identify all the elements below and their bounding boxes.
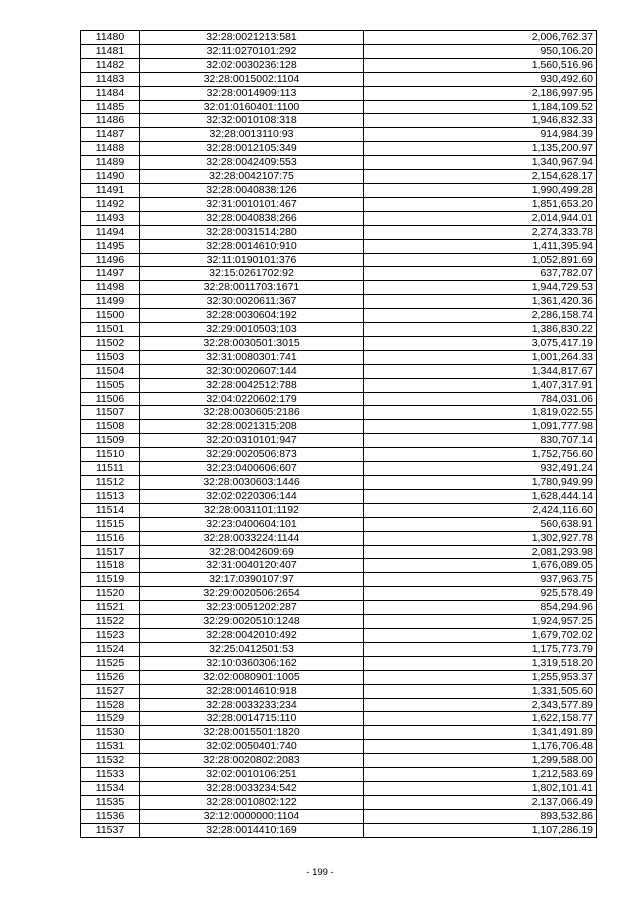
cadastral-value-cell: 1,676,089.05	[364, 559, 597, 573]
cadastral-value-cell: 1,341,491.89	[364, 726, 597, 740]
cadastral-number-cell: 32:28:0042409:553	[140, 156, 364, 170]
cadastral-number-cell: 32:28:0021213:581	[140, 31, 364, 45]
cadastral-number-cell: 32:28:0031101:1192	[140, 503, 364, 517]
table-row	[81, 670, 597, 684]
cadastral-value-cell: 1,361,420.36	[364, 295, 597, 309]
cadastral-number-cell: 32:28:0010802:122	[140, 795, 364, 809]
row-number-cell: 11527	[81, 684, 140, 698]
cadastral-number-cell: 32:28:0014909:113	[140, 86, 364, 100]
cadastral-number-cell: 32:28:0042107:75	[140, 170, 364, 184]
cadastral-value-cell: 1,255,953.37	[364, 670, 597, 684]
table-row	[81, 183, 597, 197]
row-number-cell: 11508	[81, 420, 140, 434]
row-number-cell: 11483	[81, 72, 140, 86]
table-row	[81, 336, 597, 350]
row-number-cell: 11536	[81, 809, 140, 823]
table-row	[81, 489, 597, 503]
table-row	[81, 406, 597, 420]
row-number-cell: 11480	[81, 31, 140, 45]
cadastral-value-cell: 1,302,927.78	[364, 531, 597, 545]
cadastral-value-cell: 1,560,516.96	[364, 58, 597, 72]
cadastral-number-cell: 32:23:0400604:101	[140, 517, 364, 531]
row-number-cell: 11521	[81, 601, 140, 615]
row-number-cell: 11494	[81, 225, 140, 239]
cadastral-value-cell: 2,424,116.60	[364, 503, 597, 517]
table-row	[81, 100, 597, 114]
row-number-cell: 11509	[81, 434, 140, 448]
cadastral-number-cell: 32:29:0020510:1248	[140, 615, 364, 629]
cadastral-value-cell: 2,081,293.98	[364, 545, 597, 559]
cadastral-number-cell: 32:11:0190101:376	[140, 253, 364, 267]
table-row	[81, 615, 597, 629]
table-row	[81, 392, 597, 406]
cadastral-number-cell: 32:23:0051202:287	[140, 601, 364, 615]
row-number-cell: 11500	[81, 309, 140, 323]
cadastral-number-cell: 32:30:0020607:144	[140, 364, 364, 378]
row-number-cell: 11482	[81, 58, 140, 72]
table-row	[81, 448, 597, 462]
cadastral-value-cell: 1,001,264.33	[364, 350, 597, 364]
cadastral-number-cell: 32:28:0021315:208	[140, 420, 364, 434]
cadastral-value-cell: 1,091,777.98	[364, 420, 597, 434]
cadastral-value-cell: 854,294.96	[364, 601, 597, 615]
cadastral-number-cell: 32:28:0030605:2186	[140, 406, 364, 420]
row-number-cell: 11486	[81, 114, 140, 128]
cadastral-number-cell: 32:28:0030604:192	[140, 309, 364, 323]
cadastral-value-cell: 893,532.86	[364, 809, 597, 823]
cadastral-value-cell: 925,578.49	[364, 587, 597, 601]
row-number-cell: 11529	[81, 712, 140, 726]
row-number-cell: 11489	[81, 156, 140, 170]
row-number-cell: 11516	[81, 531, 140, 545]
cadastral-number-cell: 32:28:0030501:3015	[140, 336, 364, 350]
cadastral-number-cell: 32:31:0010101:467	[140, 197, 364, 211]
table-row	[81, 197, 597, 211]
cadastral-number-cell: 32:12:0000000:1104	[140, 809, 364, 823]
cadastral-number-cell: 32:28:0014410:169	[140, 823, 364, 837]
cadastral-number-cell: 32:28:0012105:349	[140, 142, 364, 156]
cadastral-number-cell: 32:17:0390107:97	[140, 573, 364, 587]
cadastral-number-cell: 32:28:0042010:492	[140, 628, 364, 642]
cadastral-number-cell: 32:29:0020506:2654	[140, 587, 364, 601]
table-row	[81, 281, 597, 295]
cadastral-number-cell: 32:29:0010503:103	[140, 323, 364, 337]
cadastral-number-cell: 32:28:0014610:918	[140, 684, 364, 698]
cadastral-value-cell: 1,752,756.60	[364, 448, 597, 462]
cadastral-number-cell: 32:28:0031514:280	[140, 225, 364, 239]
table-row	[81, 309, 597, 323]
row-number-cell: 11523	[81, 628, 140, 642]
cadastral-value-cell: 784,031.06	[364, 392, 597, 406]
table-row	[81, 142, 597, 156]
cadastral-number-cell: 32:29:0020506:873	[140, 448, 364, 462]
table-body	[81, 31, 597, 838]
cadastral-value-cell: 2,274,333.78	[364, 225, 597, 239]
cadastral-value-cell: 1,052,891.69	[364, 253, 597, 267]
cadastral-value-cell: 937,963.75	[364, 573, 597, 587]
cadastral-value-cell: 2,186,997.95	[364, 86, 597, 100]
row-number-cell: 11497	[81, 267, 140, 281]
cadastral-value-cell: 1,386,830.22	[364, 323, 597, 337]
table-row	[81, 768, 597, 782]
cadastral-value-cell: 2,006,762.37	[364, 31, 597, 45]
table-row	[81, 31, 597, 45]
row-number-cell: 11503	[81, 350, 140, 364]
cadastral-value-cell: 2,014,944.01	[364, 211, 597, 225]
table-row	[81, 531, 597, 545]
row-number-cell: 11525	[81, 656, 140, 670]
row-number-cell: 11515	[81, 517, 140, 531]
cadastral-value-cell: 930,492.60	[364, 72, 597, 86]
table-row	[81, 628, 597, 642]
table-row	[81, 573, 597, 587]
cadastral-value-table	[80, 30, 597, 838]
row-number-cell: 11490	[81, 170, 140, 184]
table-row	[81, 740, 597, 754]
cadastral-number-cell: 32:01:0160401:1100	[140, 100, 364, 114]
table-row	[81, 642, 597, 656]
row-number-cell: 11506	[81, 392, 140, 406]
row-number-cell: 11520	[81, 587, 140, 601]
row-number-cell: 11493	[81, 211, 140, 225]
cadastral-number-cell: 32:10:0360306:162	[140, 656, 364, 670]
table-row	[81, 503, 597, 517]
cadastral-value-cell: 2,137,066.49	[364, 795, 597, 809]
table-row	[81, 781, 597, 795]
cadastral-value-cell: 1,176,706.48	[364, 740, 597, 754]
cadastral-number-cell: 32:28:0020802:2083	[140, 754, 364, 768]
cadastral-value-cell: 1,331,505.60	[364, 684, 597, 698]
row-number-cell: 11496	[81, 253, 140, 267]
cadastral-value-cell: 1,819,022.55	[364, 406, 597, 420]
cadastral-number-cell: 32:11:0270101:292	[140, 44, 364, 58]
table-row	[81, 601, 597, 615]
row-number-cell: 11517	[81, 545, 140, 559]
table-row	[81, 128, 597, 142]
cadastral-value-cell: 932,491.24	[364, 462, 597, 476]
cadastral-value-cell: 1,184,109.52	[364, 100, 597, 114]
cadastral-number-cell: 32:28:0040838:266	[140, 211, 364, 225]
cadastral-number-cell: 32:28:0015501:1820	[140, 726, 364, 740]
cadastral-value-cell: 914,984.39	[364, 128, 597, 142]
row-number-cell: 11524	[81, 642, 140, 656]
cadastral-value-cell: 1,107,286.19	[364, 823, 597, 837]
table-row	[81, 434, 597, 448]
cadastral-number-cell: 32:15:0261702:92	[140, 267, 364, 281]
table-row	[81, 754, 597, 768]
table-row	[81, 86, 597, 100]
cadastral-number-cell: 32:02:0050401:740	[140, 740, 364, 754]
table-row	[81, 170, 597, 184]
table-row	[81, 44, 597, 58]
row-number-cell: 11488	[81, 142, 140, 156]
row-number-cell: 11528	[81, 698, 140, 712]
table-row	[81, 726, 597, 740]
cadastral-number-cell: 32:28:0014610:910	[140, 239, 364, 253]
table-row	[81, 378, 597, 392]
table-row	[81, 462, 597, 476]
cadastral-value-cell: 1,802,101.41	[364, 781, 597, 795]
table-row	[81, 476, 597, 490]
table-row	[81, 545, 597, 559]
cadastral-value-cell: 830,707.14	[364, 434, 597, 448]
cadastral-value-cell: 1,344,817.67	[364, 364, 597, 378]
table-row	[81, 809, 597, 823]
table-row	[81, 587, 597, 601]
cadastral-number-cell: 32:32:0010108:318	[140, 114, 364, 128]
row-number-cell: 11526	[81, 670, 140, 684]
row-number-cell: 11512	[81, 476, 140, 490]
row-number-cell: 11519	[81, 573, 140, 587]
cadastral-number-cell: 32:31:0080301:741	[140, 350, 364, 364]
table-row	[81, 156, 597, 170]
row-number-cell: 11514	[81, 503, 140, 517]
cadastral-number-cell: 32:02:0220306:144	[140, 489, 364, 503]
cadastral-value-cell: 1,135,200.97	[364, 142, 597, 156]
cadastral-number-cell: 32:28:0030603:1446	[140, 476, 364, 490]
row-number-cell: 11522	[81, 615, 140, 629]
table-row	[81, 420, 597, 434]
table-row	[81, 114, 597, 128]
table-row	[81, 656, 597, 670]
row-number-cell: 11498	[81, 281, 140, 295]
cadastral-number-cell: 32:28:0011703:1671	[140, 281, 364, 295]
cadastral-value-cell: 1,628,444.14	[364, 489, 597, 503]
cadastral-number-cell: 32:25:0412501:53	[140, 642, 364, 656]
table-row	[81, 58, 597, 72]
row-number-cell: 11499	[81, 295, 140, 309]
table-row	[81, 239, 597, 253]
row-number-cell: 11518	[81, 559, 140, 573]
cadastral-value-cell: 1,946,832.33	[364, 114, 597, 128]
cadastral-number-cell: 32:02:0030236:128	[140, 58, 364, 72]
table-row	[81, 559, 597, 573]
cadastral-value-cell: 1,340,967.94	[364, 156, 597, 170]
row-number-cell: 11487	[81, 128, 140, 142]
table-row	[81, 823, 597, 837]
row-number-cell: 11485	[81, 100, 140, 114]
row-number-cell: 11492	[81, 197, 140, 211]
row-number-cell: 11491	[81, 183, 140, 197]
table-row	[81, 350, 597, 364]
row-number-cell: 11504	[81, 364, 140, 378]
cadastral-number-cell: 32:28:0015002:1104	[140, 72, 364, 86]
table-row	[81, 795, 597, 809]
cadastral-number-cell: 32:28:0033233:234	[140, 698, 364, 712]
cadastral-number-cell: 32:31:0040120:407	[140, 559, 364, 573]
cadastral-value-cell: 1,990,499.28	[364, 183, 597, 197]
row-number-cell: 11537	[81, 823, 140, 837]
cadastral-value-cell: 950,106.20	[364, 44, 597, 58]
row-number-cell: 11495	[81, 239, 140, 253]
cadastral-value-cell: 2,286,158.74	[364, 309, 597, 323]
table-row	[81, 267, 597, 281]
cadastral-value-cell: 1,212,583.69	[364, 768, 597, 782]
table-row	[81, 253, 597, 267]
cadastral-value-cell: 1,944,729.53	[364, 281, 597, 295]
table-row	[81, 712, 597, 726]
row-number-cell: 11502	[81, 336, 140, 350]
cadastral-value-cell: 1,924,957.25	[364, 615, 597, 629]
cadastral-value-cell: 560,638.91	[364, 517, 597, 531]
cadastral-value-cell: 1,319,518.20	[364, 656, 597, 670]
row-number-cell: 11511	[81, 462, 140, 476]
table-row	[81, 684, 597, 698]
row-number-cell: 11484	[81, 86, 140, 100]
cadastral-number-cell: 32:28:0033224:1144	[140, 531, 364, 545]
table-row	[81, 72, 597, 86]
cadastral-number-cell: 32:30:0020611:367	[140, 295, 364, 309]
table-row	[81, 323, 597, 337]
row-number-cell: 11530	[81, 726, 140, 740]
cadastral-number-cell: 32:20:0310101:947	[140, 434, 364, 448]
cadastral-value-cell: 1,407,317.91	[364, 378, 597, 392]
cadastral-value-cell: 1,679,702.02	[364, 628, 597, 642]
cadastral-number-cell: 32:04:0220602:179	[140, 392, 364, 406]
cadastral-value-cell: 1,411,395.94	[364, 239, 597, 253]
cadastral-number-cell: 32:28:0040838:126	[140, 183, 364, 197]
row-number-cell: 11505	[81, 378, 140, 392]
cadastral-value-cell: 3,075,417.19	[364, 336, 597, 350]
cadastral-number-cell: 32:28:0014715:110	[140, 712, 364, 726]
cadastral-value-cell: 1,622,158.77	[364, 712, 597, 726]
cadastral-number-cell: 32:28:0033234:542	[140, 781, 364, 795]
cadastral-number-cell: 32:28:0042609:69	[140, 545, 364, 559]
table-row	[81, 698, 597, 712]
cadastral-value-cell: 2,154,628.17	[364, 170, 597, 184]
cadastral-value-cell: 637,782.07	[364, 267, 597, 281]
table-row	[81, 225, 597, 239]
row-number-cell: 11501	[81, 323, 140, 337]
row-number-cell: 11535	[81, 795, 140, 809]
cadastral-number-cell: 32:02:0080901:1005	[140, 670, 364, 684]
table-row	[81, 517, 597, 531]
page-number: - 199 -	[306, 867, 334, 878]
cadastral-value-cell: 2,343,577.89	[364, 698, 597, 712]
cadastral-number-cell: 32:23:0400606:607	[140, 462, 364, 476]
table-row	[81, 364, 597, 378]
cadastral-value-cell: 1,780,949.99	[364, 476, 597, 490]
cadastral-value-cell: 1,299,588.00	[364, 754, 597, 768]
cadastral-value-cell: 1,851,653.20	[364, 197, 597, 211]
cadastral-number-cell: 32:02:0010106:251	[140, 768, 364, 782]
cadastral-number-cell: 32:28:0013110:93	[140, 128, 364, 142]
table-row	[81, 295, 597, 309]
row-number-cell: 11513	[81, 489, 140, 503]
table-row	[81, 211, 597, 225]
row-number-cell: 11531	[81, 740, 140, 754]
row-number-cell: 11533	[81, 768, 140, 782]
row-number-cell: 11510	[81, 448, 140, 462]
row-number-cell: 11534	[81, 781, 140, 795]
cadastral-value-cell: 1,175,773.79	[364, 642, 597, 656]
row-number-cell: 11507	[81, 406, 140, 420]
cadastral-number-cell: 32:28:0042512:788	[140, 378, 364, 392]
row-number-cell: 11481	[81, 44, 140, 58]
row-number-cell: 11532	[81, 754, 140, 768]
